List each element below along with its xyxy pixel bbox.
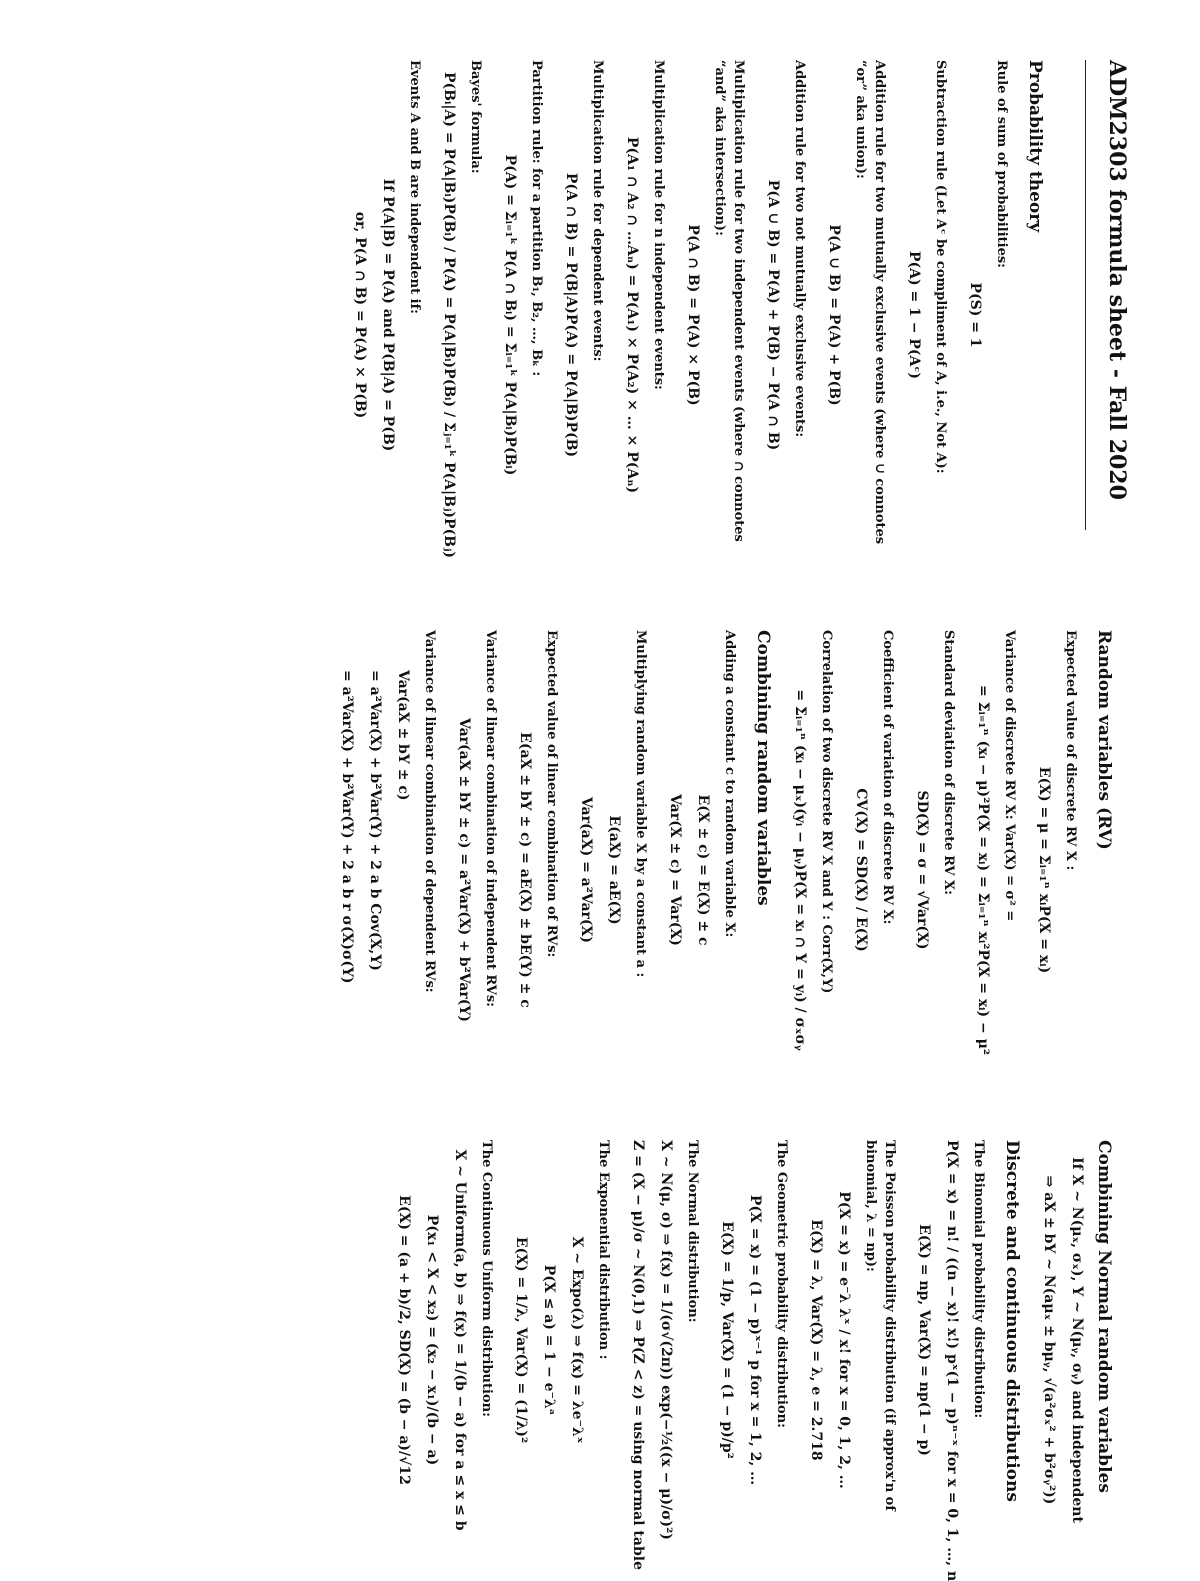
rule-formula: E(X) = μ = Σᵢ₌₁ⁿ xᵢP(X = xᵢ) — [1036, 766, 1052, 974]
distribution-formula: P(X ≤ a) = 1 − e⁻λᵃ — [541, 1264, 557, 1416]
independence-label: Events A and B are independent if: — [407, 60, 422, 314]
page-title: ADM2303 formula sheet - Fall 2020 — [1104, 60, 1130, 500]
rule-formula: E(aX ± bY ± c) = aE(X) ± bE(Y) ± c — [517, 732, 533, 1008]
distribution-label: The Exponential distribution : — [596, 1140, 611, 1360]
rule-formula: E(aX) = aE(X) — [606, 815, 622, 925]
distribution-formula: E(X) = 1/λ, Var(X) = (1/λ)² — [513, 1236, 529, 1444]
distribution-formula: X ~ Uniform(a, b) ⇒ f(x) = 1/(b − a) for a ≤ x ≤ b — [452, 1149, 468, 1531]
rule-label: Addition rule for two mutually exclusive events (where ∪ connotes “or” aka union): — [853, 60, 887, 545]
distribution-formula: P(X = x) = n! / ((n − x)! x!) pˣ(1 − p)ⁿ⁻ˣ for x = 0, 1, …, n — [944, 1140, 960, 1581]
rule-label: Multiplication rule for two independent events (where ∩ connotes “and” aka intersection): — [712, 60, 746, 542]
column-random-variables — [330, 630, 1130, 1110]
rule-label: Subtraction rule (Let Aᶜ be compliment of A, i.e., Not A): — [933, 60, 948, 474]
rule-formula: Var(aX ± bY ± c) — [395, 670, 411, 801]
distribution-formula: P(x₁ < X < x₂) = (x₂ − x₁)/(b − a) — [424, 1214, 440, 1466]
rule-formula: ⇒ aX ± bY ~ N(aμₓ ± bμᵧ, √(a²σₓ² + b²σᵧ²)) — [1041, 1175, 1057, 1505]
distribution-formula: P(X = x) = (1 − p)ˣ⁻¹ p for x = 1, 2, … — [747, 1194, 763, 1486]
bayes-formula: P(Bᵢ|A) = P(A|Bᵢ)P(Bᵢ) / P(A) = P(A|Bᵢ)P(Bᵢ) / Σⱼ₌₁ᵏ P(A|Bⱼ)P(Bⱼ) — [441, 72, 457, 558]
rule-label: Partition rule: for a partition B₁, B₂, …, Bₖ : — [529, 60, 544, 377]
rule-formula: SD(X) = σ = √Var(X) — [914, 790, 930, 950]
rule-formula: Var(aX) = a²Var(X) — [578, 796, 594, 944]
distribution-formula: E(X) = 1/p, Var(X) = (1 − p)/p² — [719, 1221, 735, 1459]
rule-formula: P(A ∪ B) = P(A) + P(B) — [826, 224, 842, 406]
distribution-label: The Binomial probability distribution: — [971, 1140, 986, 1419]
rule-label: Expected value of discrete RV X : — [1063, 630, 1078, 871]
rule-formula: Var(aX ± bY ± c) = a²Var(X) + b²Var(Y) — [456, 718, 472, 1022]
distribution-formula: X ~ Expo(λ) ⇒ f(x) = λe⁻λˣ — [569, 1236, 585, 1444]
rule-label: Rule of sum of probabilities: — [994, 60, 1009, 268]
rule-formula: P(A₁ ∩ A₂ ∩ …Aₙ) = P(A₁) × P(A₂) × … × P(Aₙ) — [624, 136, 640, 494]
rule-label: Bayes' formula: — [468, 60, 483, 174]
rule-label: Addition rule for two not mutually exclusive events: — [792, 60, 807, 438]
rule-formula: CV(X) = SD(X) / E(X) — [853, 788, 869, 952]
rule-formula: P(A) = Σᵢ₌₁ᵏ P(A ∩ Bᵢ) = Σᵢ₌₁ᵏ P(A|Bᵢ)P(Bᵢ) — [502, 154, 518, 476]
rule-formula: = a²Var(X) + b²Var(Y) + 2 a b Cov(X,Y) — [367, 670, 383, 971]
rule-label: Correlation of two discrete RV X and Y : Corr(X,Y) — [819, 630, 834, 994]
distribution-label: The Continuous Uniform distribution: — [479, 1140, 494, 1417]
section-heading-combining-normal: Combining Normal random variables — [1094, 1140, 1114, 1493]
rule-label: Variance of discrete RV X: Var(X) = σ² = — [1002, 630, 1017, 922]
rule-formula: E(X ± c) = E(X) ± c — [695, 794, 711, 946]
title-divider — [1085, 60, 1086, 530]
section-heading-probability: Probability theory — [1025, 60, 1045, 233]
distribution-formula: E(X) = λ, Var(X) = λ, e = 2.718 — [808, 1219, 824, 1461]
distribution-formula: E(X) = (a + b)/2, SD(X) = (b − a)/√12 — [396, 1195, 412, 1485]
rule-label: Coefficient of variation of discrete RV X: — [880, 630, 895, 925]
section-heading-random-variables: Random variables (RV) — [1094, 630, 1114, 850]
rule-label: Multiplying random variable X by a constant a : — [633, 630, 648, 978]
distribution-label: The Geometric probability distribution: — [774, 1140, 789, 1428]
distribution-label: The Normal distribution: — [685, 1140, 700, 1323]
rule-label: Variance of linear combination of independent RVs: — [483, 630, 498, 1007]
independence-formula: If P(A|B) = P(A) and P(B|A) = P(B) — [380, 178, 396, 452]
distribution-formula: Z = (X − μ)/σ ~ N(0,1) ⇒ P(Z < z) = using normal table — [630, 1140, 646, 1570]
rule-formula: P(S) = 1 — [967, 282, 983, 348]
rule-label: Expected value of linear combination of RVs: — [544, 630, 559, 958]
rule-formula: P(A ∩ B) = P(A) × P(B) — [685, 224, 701, 406]
rule-label: Variance of linear combination of dependent RVs: — [422, 630, 437, 993]
section-heading-combining-rv: Combining random variables — [753, 630, 773, 906]
distribution-formula: P(X = x) = e⁻λ λˣ / x! for x = 0, 1, 2, … — [836, 1191, 852, 1489]
rule-formula: = Σᵢ₌₁ⁿ (xᵢ − μₓ)(yᵢ − μᵧ)P(X = xᵢ ∩ Y = yᵢ) / σₓσᵧ — [792, 689, 808, 1051]
rule-formula: P(A ∩ B) = P(B|A)P(A) = P(A|B)P(B) — [563, 172, 579, 458]
independence-formula-alt: or, P(A ∩ B) = P(A) × P(B) — [352, 211, 368, 419]
rule-label: Multiplication rule for n independent events: — [651, 60, 666, 390]
rule-label: Standard deviation of discrete RV X: — [941, 630, 956, 895]
section-heading-distributions: Discrete and continuous distributions — [1002, 1140, 1022, 1502]
distribution-formula: X ~ N(μ, σ) ⇒ f(x) = 1/(σ√(2π)) exp(−½((x − μ)/σ)²) — [658, 1140, 674, 1540]
column-probability — [343, 60, 1130, 570]
column-distributions — [387, 1140, 1130, 1581]
rule-formula: P(A ∪ B) = P(A) + P(B) − P(A ∩ B) — [765, 179, 781, 451]
rule-formula: = a²Var(X) + b²Var(Y) + 2 a b r σ(X)σ(Y) — [339, 670, 355, 984]
rule-formula: = Σᵢ₌₁ⁿ (xᵢ − μ)²P(X = xᵢ) = Σᵢ₌₁ⁿ xᵢ²P(X = xᵢ) − μ² — [975, 684, 991, 1055]
rule-label: Adding a constant c to random variable X: — [722, 630, 737, 938]
distribution-formula: E(X) = np, Var(X) = np(1 − p) — [916, 1224, 932, 1456]
rule-formula: If X ~ N(μₓ, σₓ), Y ~ N(μᵧ, σᵧ) and independent — [1069, 1157, 1085, 1523]
rule-formula: P(A) = 1 − P(Aᶜ) — [906, 251, 922, 379]
rule-label: Multiplication rule for dependent events: — [590, 60, 605, 362]
distribution-label: The Poisson probability distribution (if approx'n of binomial, λ = np): — [863, 1140, 897, 1511]
rule-formula: Var(X ± c) = Var(X) — [667, 794, 683, 946]
